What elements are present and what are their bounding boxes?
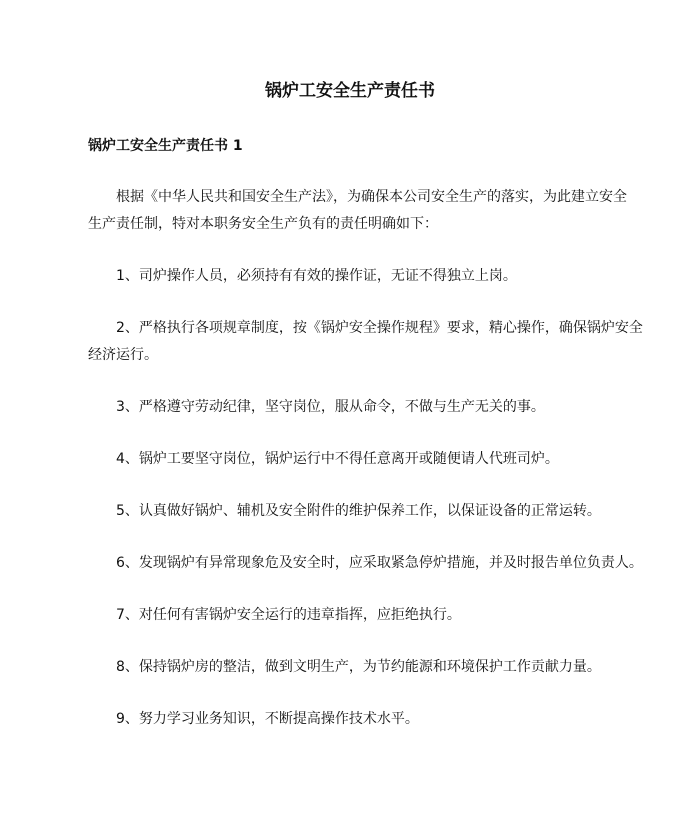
paragraph-line: 5、认真做好锅炉、辅机及安全附件的维护保养工作，以保证设备的正常运转。 [116, 503, 601, 519]
paragraph [88, 706, 618, 733]
section-heading: 锅炉工安全生产责任书 1 [88, 138, 243, 154]
paragraph-line: 2、严格执行各项规章制度，按《锅炉安全操作规程》要求，精心操作，确保锅炉安全 [116, 320, 643, 336]
paragraph-line: 7、对任何有害锅炉安全运行的违章指挥，应拒绝执行。 [116, 607, 461, 623]
paragraph [88, 315, 643, 369]
paragraph-line: 8、保持锅炉房的整洁，做到文明生产，为节约能源和环境保护工作贡献力量。 [116, 659, 601, 675]
paragraph [88, 602, 618, 629]
paragraph [88, 394, 618, 421]
paragraph-line: 生产责任制，特对本职务安全生产负有的责任明确如下： [88, 216, 438, 232]
paragraph-line: 4、锅炉工要坚守岗位，锅炉运行中不得任意离开或随便请人代班司炉。 [116, 451, 559, 467]
paragraph [88, 446, 618, 473]
paragraph-line: 经济运行。 [88, 347, 158, 363]
document-body [88, 184, 643, 758]
paragraph-line: 9、努力学习业务知识，不断提高操作技术水平。 [116, 711, 419, 727]
paragraph-line: 3、严格遵守劳动纪律，坚守岗位，服从命令，不做与生产无关的事。 [116, 399, 545, 415]
paragraph-line: 6、发现锅炉有异常现象危及安全时，应采取紧急停炉措施，并及时报告单位负责人。 [116, 555, 643, 571]
paragraph-line: 1、司炉操作人员，必须持有有效的操作证，无证不得独立上岗。 [116, 268, 517, 284]
paragraph [88, 498, 618, 525]
paragraph [88, 550, 643, 577]
paragraph-line: 根据《中华人民共和国安全生产法》，为确保本公司安全生产的落实，为此建立安全 [116, 189, 627, 205]
paragraph [88, 654, 618, 681]
document-title: 锅炉工安全生产责任书 [265, 81, 435, 101]
paragraph [88, 263, 618, 290]
paragraph [88, 184, 627, 238]
